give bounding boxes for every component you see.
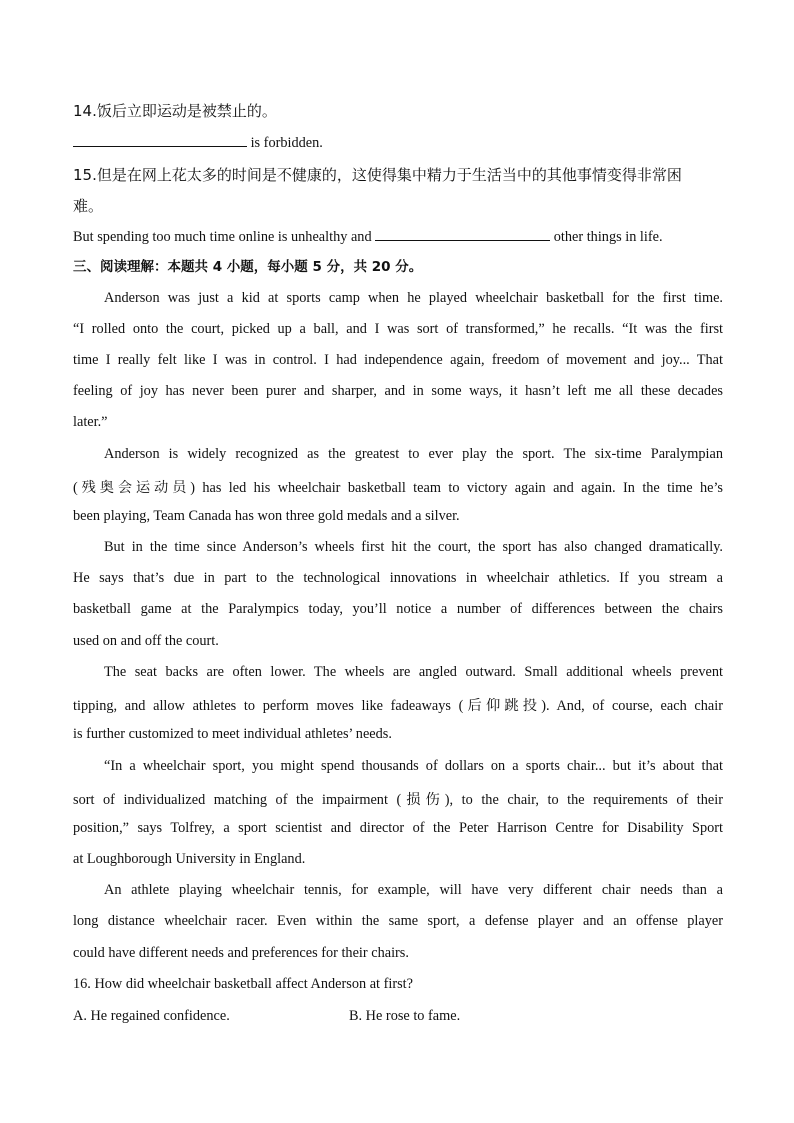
passage-line: at Loughborough University in England. [73,851,306,867]
passage-line: Anderson is widely recognized as the greatest to ever play the sport. The six-time Paralympian [104,446,723,462]
passage-line: basketball game at the Paralympics today, you’ll notice a number of differences between the chairs [73,601,723,617]
passage-line: Anderson was just a kid at sports camp when he played wheelchair basketball for the first time. [104,290,723,306]
passage-line: used on and off the court. [73,633,219,649]
passage-line: “In a wheelchair sport, you might spend thousands of dollars on a sports chair... but it’s about that [104,758,723,774]
q15-answer-tail: other things in life. [550,229,663,245]
q15-answer-line [73,228,723,246]
passage-line: long distance wheelchair racer. Even within the same sport, a defense player and an offense player [73,913,723,929]
q14-answer-blank[interactable] [73,134,247,147]
passage-line: sort of individualized matching of the impairment (损伤), to the chair, to the requirements of their [73,792,723,808]
q14-prompt: 14.饭后立即运动是被禁止的。 [73,102,277,120]
passage-line: later.” [73,414,108,430]
passage-line: could have different needs and preferences for their chairs. [73,945,409,961]
passage-line: feeling of joy has never been purer and sharper, and in some ways, it hasn’t left me all these decades [73,383,723,399]
q15-answer-blank[interactable] [375,228,550,241]
passage-line: time I really felt like I was in control. I had independence again, freedom of movement and joy... That [73,352,723,368]
q15-prompt-line2: 难。 [73,197,104,215]
passage-line: “I rolled onto the court, picked up a ball, and I was sort of transformed,” he recalls. “It was the first [73,321,723,337]
q16-option-b[interactable]: B. He rose to fame. [349,1008,461,1024]
passage-line: been playing, Team Canada has won three gold medals and a silver. [73,508,460,524]
passage-line: (残奥会运动员) has led his wheelchair basketball team to victory again and again. In the time he’s [73,480,723,496]
q16-question: 16. How did wheelchair basketball affect Anderson at first? [73,976,413,992]
q15-prompt-line1: 15.但是在网上花太多的时间是不健康的，这使得集中精力于生活当中的其他事情变得非常困 [73,166,682,184]
q14-answer-tail: is forbidden. [247,135,323,151]
passage-line: He says that’s due in part to the technological innovations in wheelchair athletics. If you stream a [73,570,723,586]
q15-answer-head: But spending too much time online is unhealthy and [73,229,376,245]
passage-line: An athlete playing wheelchair tennis, for example, will have very different chair needs than a [104,882,723,898]
q16-option-a[interactable]: A. He regained confidence. [73,1008,230,1024]
q14-answer-line [73,134,723,152]
passage-line: But in the time since Anderson’s wheels first hit the court, the sport has also changed dramatically. [104,539,723,555]
passage-line: tipping, and allow athletes to perform moves like fadeaways (后仰跳投). And, of course, each chair [73,698,723,714]
section-3-heading: 三、阅读理解：本题共 4 小题，每小题 5 分，共 20 分。 [73,259,423,275]
passage-line: is further customized to meet individual athletes’ needs. [73,726,392,742]
passage-line: The seat backs are often lower. The wheels are angled outward. Small additional wheels prevent [104,664,723,680]
passage-line: position,” says Tolfrey, a sport scientist and director of the Peter Harrison Centre for Disability Sport [73,820,723,836]
